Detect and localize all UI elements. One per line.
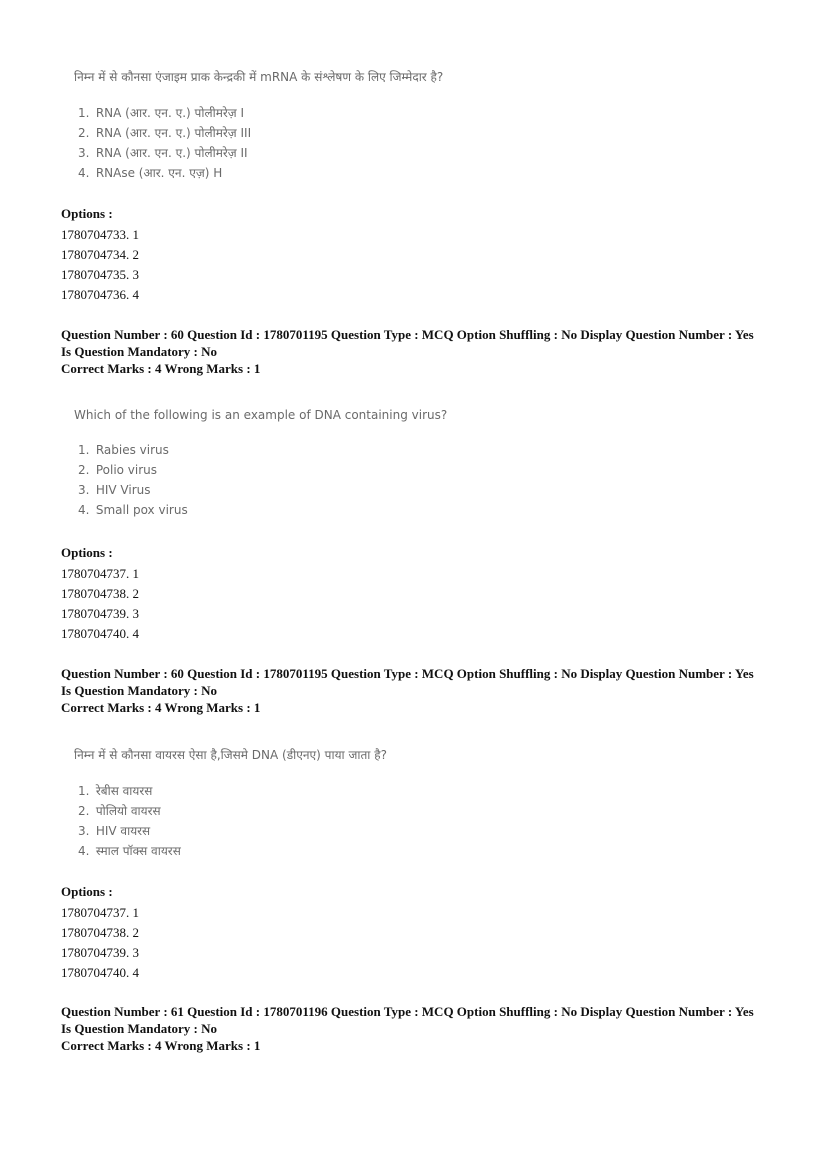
choice-number: 3. xyxy=(78,483,90,497)
question-stem: Which of the following is an example of DNA containing virus? xyxy=(74,408,448,422)
question-meta-3 xyxy=(61,1003,781,1054)
choice-text: RNA (आर. एन. ए.) पोलीमरेज़ III xyxy=(95,126,252,140)
options-block-1 xyxy=(61,204,139,305)
option-id: 1780704737. 1 xyxy=(61,566,139,581)
choice-text: HIV Virus xyxy=(95,483,151,497)
choice-number: 1. xyxy=(78,443,90,457)
choice-text: स्माल पॉक्स वायरस xyxy=(95,844,181,858)
question-marks: Correct Marks : 4 Wrong Marks : 1 xyxy=(61,361,261,376)
choice-item xyxy=(78,500,630,520)
options-block-3 xyxy=(61,882,139,983)
choice-text: RNAse (आर. एन. एज़) H xyxy=(95,166,223,180)
choice-number: 2. xyxy=(78,463,90,477)
choice-text: RNA (आर. एन. ए.) पोलीमरेज़ I xyxy=(95,106,245,120)
question-marks: Correct Marks : 4 Wrong Marks : 1 xyxy=(61,1038,261,1053)
question-marks: Correct Marks : 4 Wrong Marks : 1 xyxy=(61,700,261,715)
choice-number: 4. xyxy=(78,844,90,858)
option-id: 1780704739. 3 xyxy=(61,945,139,960)
choice-item xyxy=(78,480,630,500)
choice-text: Polio virus xyxy=(95,463,158,477)
option-id: 1780704738. 2 xyxy=(61,925,139,940)
choice-item xyxy=(78,801,630,821)
question-image-1 xyxy=(70,68,630,183)
choice-item xyxy=(78,781,630,801)
choice-number: 2. xyxy=(78,804,90,818)
choice-text: पोलियो वायरस xyxy=(95,804,161,818)
option-id: 1780704740. 4 xyxy=(61,965,139,980)
choice-number: 4. xyxy=(78,503,90,517)
choice-text: Small pox virus xyxy=(95,503,188,517)
choice-number: 3. xyxy=(78,824,90,838)
choice-list xyxy=(70,103,630,183)
choice-number: 1. xyxy=(78,784,90,798)
option-id: 1780704739. 3 xyxy=(61,606,139,621)
option-id: 1780704738. 2 xyxy=(61,586,139,601)
question-meta-line: Question Number : 61 Question Id : 1780701196 Question Type : MCQ Option Shuffling : No Display Question Number : Yes xyxy=(61,1004,754,1019)
choice-number: 3. xyxy=(78,146,90,160)
options-title: Options : xyxy=(61,545,113,560)
choice-item xyxy=(78,841,630,861)
choice-number: 1. xyxy=(78,106,90,120)
question-meta-2 xyxy=(61,665,781,716)
question-mandatory: Is Question Mandatory : No xyxy=(61,1021,218,1036)
option-id: 1780704737. 1 xyxy=(61,905,139,920)
question-meta-1 xyxy=(61,326,781,377)
choice-text: Rabies virus xyxy=(95,443,169,457)
question-image-3 xyxy=(70,746,630,861)
choice-text: HIV वायरस xyxy=(95,824,151,838)
question-stem: निम्न में से कौनसा वायरस ऐसा है,जिसमे DNA (डीएनए) पाया जाता है? xyxy=(74,748,387,762)
question-mandatory: Is Question Mandatory : No xyxy=(61,683,218,698)
question-image-2 xyxy=(70,408,630,520)
option-id: 1780704734. 2 xyxy=(61,247,139,262)
option-id: 1780704736. 4 xyxy=(61,287,139,302)
choice-item xyxy=(78,821,630,841)
question-meta-line: Question Number : 60 Question Id : 1780701195 Question Type : MCQ Option Shuffling : No Display Question Number : Yes xyxy=(61,666,754,681)
options-title: Options : xyxy=(61,884,113,899)
option-id: 1780704740. 4 xyxy=(61,626,139,641)
choice-list xyxy=(70,440,630,520)
question-mandatory: Is Question Mandatory : No xyxy=(61,344,218,359)
choice-item xyxy=(78,123,630,143)
options-block-2 xyxy=(61,543,139,644)
question-stem: निम्न में से कौनसा एंजाइम प्राक केन्द्रकी में mRNA के संश्लेषण के लिए जिम्मेदार है? xyxy=(74,70,444,84)
choice-text: रेबीस वायरस xyxy=(95,784,153,798)
choice-number: 2. xyxy=(78,126,90,140)
options-title: Options : xyxy=(61,206,113,221)
choice-item xyxy=(78,143,630,163)
question-meta-line: Question Number : 60 Question Id : 1780701195 Question Type : MCQ Option Shuffling : No Display Question Number : Yes xyxy=(61,327,754,342)
choice-number: 4. xyxy=(78,166,90,180)
choice-item xyxy=(78,460,630,480)
choice-text: RNA (आर. एन. ए.) पोलीमरेज़ II xyxy=(95,146,248,160)
choice-item xyxy=(78,103,630,123)
choice-item xyxy=(78,440,630,460)
option-id: 1780704733. 1 xyxy=(61,227,139,242)
choice-item xyxy=(78,163,630,183)
option-id: 1780704735. 3 xyxy=(61,267,139,282)
choice-list xyxy=(70,781,630,861)
